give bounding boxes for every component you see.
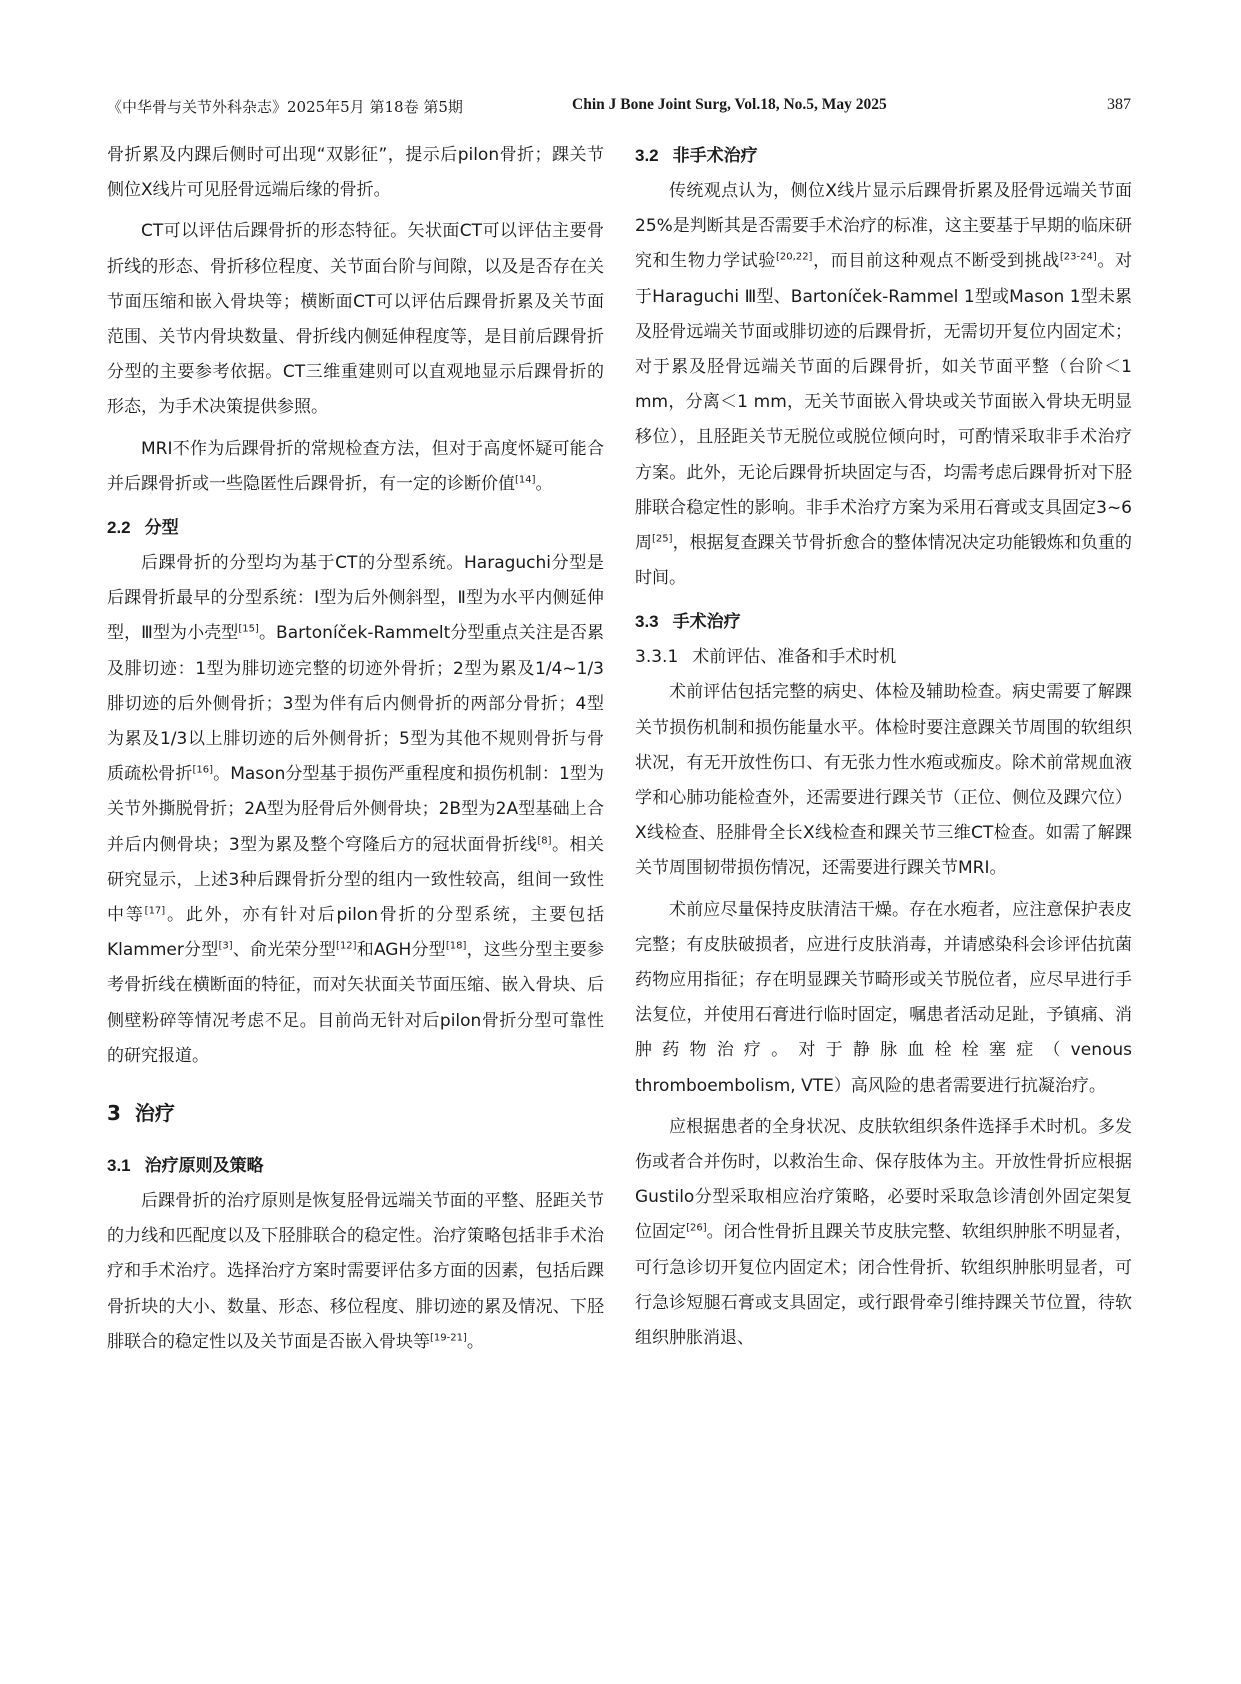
citation: [15] xyxy=(238,623,259,635)
journal-title-cn: 《中华骨与关节外科杂志》2025年5月 第18卷 第5期 xyxy=(107,98,463,116)
text-run: ，这些分型主要参考骨折线在横断面的特征，而对矢状面关节面压缩、嵌入骨块、后侧壁粉碎等情况考虑不足。目前尚无针对后pilon骨折分型可靠性的研究报道。 xyxy=(107,940,605,1066)
citation: [18] xyxy=(445,940,467,952)
section-title: 治疗原则及策略 xyxy=(144,1156,264,1177)
section-title: 治疗 xyxy=(134,1101,175,1126)
left-column xyxy=(107,138,604,1360)
paragraph: 术前应尽量保持皮肤清洁干燥。存在水疱者，应注意保护表皮完整；有皮肤破损者，应进行皮肤消毒，并请感染科会诊评估抗菌药物应用指征；存在明显踝关节畸形或关节脱位者，应尽早进行手法复位，并使用石膏进行临时固定，嘱患者活动足趾，予镇痛、消肿药物治疗。对于静脉血栓栓塞症（venous thromboembolism, VTE）高风险的患者需要进行抗凝治疗。 xyxy=(635,899,1132,1096)
right-column xyxy=(635,138,1132,1356)
citation: [17] xyxy=(144,905,166,917)
section-heading xyxy=(107,1148,604,1184)
citation: [3] xyxy=(218,940,233,952)
journal-title-en: Chin J Bone Joint Surg, Vol.18, No.5, May 2025 xyxy=(572,96,887,113)
section-title: 手术治疗 xyxy=(672,612,741,633)
citation: [25] xyxy=(652,533,673,545)
citation: [20,22] xyxy=(776,251,813,263)
text-run: 传统观点认为，侧位X线片显示后踝骨折累及胫骨远端关节面25%是判断其是否需要手术治疗的标准，这主要基于早期的临床研究和生物力学试验 xyxy=(635,181,1132,272)
section-number: 3 xyxy=(107,1101,121,1126)
citation: [16] xyxy=(192,764,214,776)
paragraph: 术前评估包括完整的病史、体检及辅助检查。病史需要了解踝关节损伤机制和损伤能量水平。体检时要注意踝关节周围的软组织状况，有无开放性伤口、有无张力性水疱或痂皮。除术前常规血液学和心肺功能检查外，还需要进行踝关节（正位、侧位及踝穴位）X线检查、胫腓骨全长X线检查和踝关节三维CT检查。如需了解踝关节周围韧带损伤情况，还需要进行踝关节MRI。 xyxy=(635,682,1132,879)
paragraph xyxy=(107,432,604,502)
text-run: ，而目前这种观点不断受到挑战 xyxy=(812,251,1060,272)
subsection-heading xyxy=(635,640,1132,675)
chapter-heading xyxy=(107,1094,604,1132)
text-run: 。 xyxy=(466,1331,484,1352)
paragraph: 骨折累及内踝后侧时可出现“双影征”，提示后pilon骨折；踝关节侧位X线片可见胫骨远端后缘的骨折。 xyxy=(107,145,604,201)
section-title: 分型 xyxy=(144,518,179,539)
text-run: 。 xyxy=(535,473,553,494)
paragraph xyxy=(107,546,604,1074)
citation: [12] xyxy=(336,940,357,952)
citation: [14] xyxy=(515,474,536,486)
text-run: 。Mason分型基于损伤严重程度和损伤机制：1型为关节外撕脱骨折；2A型为胫骨后外侧骨块；2B型为2A型基础上合并后内侧骨块；3型为累及整个穹隆后方的冠状面骨折线 xyxy=(107,764,605,855)
section-title: 术前评估、准备和手术时机 xyxy=(692,647,897,668)
section-number: 3.1 xyxy=(107,1156,131,1176)
text-run: MRI不作为后踝骨折的常规检查方法，但对于高度怀疑可能合并后踝骨折或一些隐匿性后踝骨折，有一定的诊断价值 xyxy=(107,438,604,494)
text-run: ，根据复查踝关节骨折愈合的整体情况决定功能锻炼和负重的时间。 xyxy=(635,533,1133,589)
text-run: 后踝骨折的分型均为基于CT的分型系统。Haraguchi分型是后踝骨折最早的分型系统：Ⅰ型为后外侧斜型，Ⅱ型为水平内侧延伸型，Ⅲ型为小壳型 xyxy=(107,553,604,644)
citation: [19-21] xyxy=(430,1332,467,1344)
section-heading xyxy=(635,138,1132,174)
paragraph xyxy=(107,1184,604,1360)
section-number: 3.3 xyxy=(635,612,659,632)
section-heading xyxy=(635,604,1132,640)
section-heading xyxy=(107,510,604,546)
citation: [23-24] xyxy=(1059,251,1097,263)
section-number: 3.2 xyxy=(635,146,659,165)
paragraph: CT可以评估后踝骨折的形态特征。矢状面CT可以评估主要骨折线的形态、骨折移位程度、关节面台阶与间隙，以及是否存在关节面压缩和嵌入骨块等；横断面CT可以评估后踝骨折累及关节面范围、关节内骨块数量、骨折线内侧延伸程度等，是目前后踝骨折分型的主要参考依据。CT三维重建则可以直观地显示后踝骨折的形态，为手术决策提供参照。 xyxy=(107,221,604,418)
text-run: 后踝骨折的治疗原则是恢复胫骨远端关节面的平整、胫距关节的力线和匹配度以及下胫腓联合的稳定性。治疗策略包括非手术治疗和手术治疗。选择治疗方案时需要评估多方面的因素，包括后踝骨折块的大小、数量、形态、移位程度、腓切迹的累及情况、下胫腓联合的稳定性以及关节面是否嵌入骨块等 xyxy=(107,1191,604,1352)
text-run: 。相关研究显示，上述3种后踝骨折分型的组内一致性较高，组间一致性中等 xyxy=(107,834,604,926)
section-number: 2.2 xyxy=(107,518,131,538)
section-number: 3.3.1 xyxy=(635,647,679,668)
text-run: 应根据患者的全身状况、皮肤软组织条件选择手术时机。多发伤或者合并伤时，以救治生命、保存肢体为主。开放性骨折应根据Gustilo分型采取相应治疗策略，必要时采取急诊清创外固定架复位固定 xyxy=(635,1116,1132,1243)
page-number: 387 xyxy=(1107,96,1131,113)
text-run: 和AGH分型 xyxy=(356,940,446,961)
text-run: 。对于Haraguchi Ⅲ型、Bartoníček-Rammel 1型或Mason 1型未累及胫骨远端关节面或腓切迹的后踝骨折，无需切开复位内固定术；对于累及胫骨远端关节面的后踝骨折，如关节面平整（台阶＜1 mm，分离＜1 mm，无关节面嵌入骨块或关节面嵌入骨块无明显移位），且胫距关节无脱位或脱位倾向时，可酌情采取非手术治疗方案。此外，无论后踝骨折块固定与否，均需考虑后踝骨折对下胫腓联合稳定性的影响。非手术治疗方案为采用石膏或支具固定3~6周 xyxy=(635,251,1133,554)
paragraph xyxy=(635,1110,1132,1356)
text-run: 、俞光荣分型 xyxy=(232,940,337,961)
paragraph xyxy=(635,174,1132,596)
text-run: 。此外，亦有针对后pilon骨折的分型系统，主要包括Klammer分型 xyxy=(107,905,604,961)
text-run: 。闭合性骨折且踝关节皮肤完整、软组织肿胀不明显者，可行急诊切开复位内固定术；闭合性骨折、软组织肿胀明显者，可行急诊短腿石膏或支具固定，或行跟骨牵引维持踝关节位置，待软组织肿胀消退、 xyxy=(635,1222,1133,1349)
text-run: 。Bartoníček-Rammelt分型重点关注是否累及腓切迹：1型为腓切迹完整的切迹外骨折；2型为累及1/4~1/3腓切迹的后外侧骨折；3型为伴有后内侧骨折的两部分骨折；4型为累及1/3以上腓切迹的后外侧骨折；5型为其他不规则骨折与骨质疏松骨折 xyxy=(107,623,604,785)
section-title: 非手术治疗 xyxy=(672,146,758,166)
citation: [26] xyxy=(686,1222,707,1234)
running-header xyxy=(107,96,1131,118)
citation: [8] xyxy=(537,835,552,846)
